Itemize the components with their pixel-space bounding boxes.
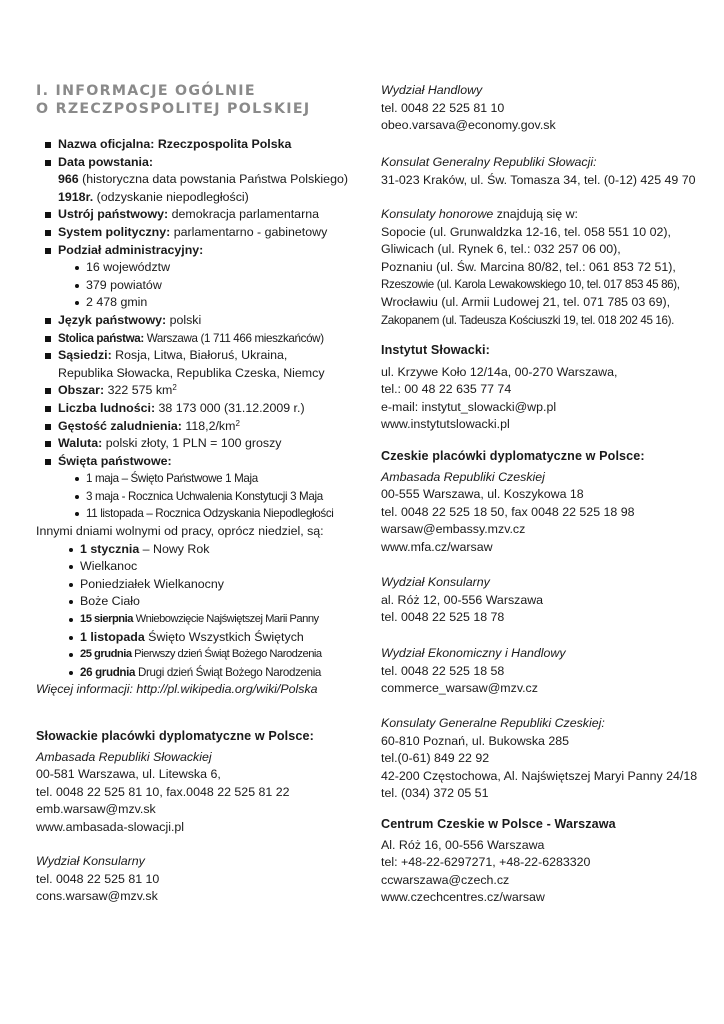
czech-centre-email[interactable]: ccwarszawa@czech.cz: [381, 872, 510, 887]
slovak-embassy-name: Ambasada Republiki Słowackiej: [36, 749, 212, 764]
czech-centre-title: Centrum Czeskie w Polsce - Warszawa: [381, 817, 616, 831]
slovak-consulate-general-name: Konsulat Generalny Republiki Słowacji:: [381, 155, 597, 169]
fact-founded: Data powstania:: [44, 154, 364, 172]
days-off-section: [36, 523, 376, 699]
czech-embassy-website[interactable]: www.mfa.cz/warsaw: [381, 539, 493, 554]
czech-economic-email[interactable]: commerce_warsaw@mzv.cz: [381, 681, 538, 696]
fact-neighbors: Sąsiedzi: Rosja, Litwa, Białoruś, Ukraina,: [44, 347, 364, 365]
czech-consulate-line: 60-810 Poznań, ul. Bukowska 285: [381, 733, 570, 748]
czech-consular-name: Wydział Konsularny: [381, 575, 490, 589]
honorary-line: Sopocie (ul. Grunwaldzka 12-16, tel. 058 551 10 02),: [381, 224, 671, 239]
heading-line-1: I. INFORMACJE OGÓLNIE: [36, 83, 256, 99]
fact-population: Liczba ludności: 38 173 000 (31.12.2009 r.): [44, 400, 364, 418]
division-item: 16 województw: [58, 259, 364, 277]
institute-title: Instytut Słowacki:: [381, 343, 490, 357]
honorary-line: Wrocławiu (ul. Armii Ludowej 21, tel. 071 785 03 69),: [381, 294, 671, 309]
fact-division: Podział administracyjny: 16 województw 379 powiatów 2 478 gmin: [44, 242, 364, 312]
division-list: [58, 259, 364, 312]
fact-neighbors-cont: Republika Słowacka, Republika Czeska, Niemcy: [58, 365, 325, 380]
more-info-text: Więcej informacji: http://pl.wikipedia.org/wiki/Polska: [36, 682, 318, 697]
slovak-trade-name: Wydział Handlowy: [381, 83, 483, 97]
slovak-consular-phone: tel. 0048 22 525 81 10: [36, 871, 160, 886]
fact-currency: Waluta: polski złoty, 1 PLN = 100 groszy: [44, 435, 364, 453]
honorary-line: Gliwicach (ul. Rynek 6, tel.: 032 257 06 00),: [381, 242, 621, 257]
slovak-trade-block: [381, 82, 721, 135]
institute-email[interactable]: e-mail: instytut_slowacki@wp.pl: [381, 399, 557, 414]
czech-consulate-line: tel. (034) 372 05 51: [381, 786, 489, 801]
slovak-embassy-email[interactable]: emb.warsaw@mzv.sk: [36, 802, 156, 817]
day-off-item: 1 stycznia – Nowy Rok: [36, 541, 376, 559]
section-heading: [36, 82, 366, 118]
slovak-section-title: Słowackie placówki dyplomatyczne w Polsce:: [36, 729, 314, 743]
czech-consulate-line: 42-200 Częstochowa, Al. Najświętszej Maryi Panny 24/18: [381, 768, 698, 783]
slovak-consulate-general-block: [381, 154, 721, 189]
honorary-line: Zakopanem (ul. Tadeusza Kościuszki 19, tel. 018 202 45 16).: [381, 313, 674, 327]
slovak-embassy-website[interactable]: www.ambasada-slowacji.pl: [36, 819, 185, 834]
holiday-item: 1 maja – Święto Państwowe 1 Maja: [58, 470, 364, 488]
czech-economic-phone: tel. 0048 22 525 18 58: [381, 663, 505, 678]
day-off-item: 15 sierpnia Wniebowzięcie Najświętszej Marii Panny: [36, 611, 376, 629]
slovak-institute-block: [381, 342, 721, 434]
slovak-honorary-block: [381, 206, 721, 329]
czech-embassy-name: Ambasada Republiki Czeskiej: [381, 469, 545, 484]
czech-section-title: Czeskie placówki dyplomatyczne w Polsce:: [381, 449, 645, 463]
slovak-consular-block: [36, 853, 376, 906]
czech-economic-block: [381, 645, 721, 698]
holidays-list: [58, 470, 364, 523]
czech-consular-block: [381, 574, 721, 627]
slovak-consular-name: Wydział Konsularny: [36, 854, 145, 868]
czech-embassy-address: 00-555 Warszawa, ul. Koszykowa 18: [381, 487, 584, 502]
czech-embassy-email[interactable]: warsaw@embassy.mzv.cz: [381, 522, 526, 537]
slovak-trade-phone: tel. 0048 22 525 81 10: [381, 100, 505, 115]
institute-address: ul. Krzywe Koło 12/14a, 00-270 Warszawa,: [381, 364, 618, 379]
day-off-item: Boże Ciało: [36, 593, 376, 611]
day-off-item: 26 grudnia Drugi dzień Świąt Bożego Narodzenia: [36, 664, 376, 682]
day-off-item: Wielkanoc: [36, 558, 376, 576]
slovak-embassy-block: [36, 728, 376, 837]
facts-list: [44, 136, 364, 523]
czech-consulates-general-block: [381, 715, 721, 803]
czech-embassy-phone: tel. 0048 22 525 18 50, fax 0048 22 525 18 98: [381, 504, 635, 519]
slovak-consular-email[interactable]: cons.warsaw@mzv.sk: [36, 889, 158, 904]
fact-area: Obszar: 322 575 $km^2$: [44, 382, 364, 400]
slovak-trade-email[interactable]: obeo.varsava@economy.gov.sk: [381, 118, 556, 133]
division-item: 379 powiatów: [58, 277, 364, 295]
czech-consular-phone: tel. 0048 22 525 18 78: [381, 610, 505, 625]
fact-official-name: Nazwa oficjalna: Rzeczpospolita Polska: [44, 136, 364, 154]
fact-language: Język państwowy: polski: [44, 312, 364, 330]
fact-founded-966: 966 (historyczna data powstania Państwa Polskiego): [58, 172, 348, 187]
slovak-embassy-address: 00-581 Warszawa, ul. Litewska 6,: [36, 767, 221, 782]
czech-economic-name: Wydział Ekonomiczny i Handlowy: [381, 646, 566, 660]
day-off-item: 1 listopada Święto Wszystkich Świętych: [36, 629, 376, 647]
czech-centre-block: [381, 816, 721, 907]
division-item: 2 478 gmin: [58, 294, 364, 312]
fact-system: Ustrój państwowy: demokracja parlamentarna: [44, 206, 364, 224]
heading-line-2: O RZECZPOSPOLITEJ POLSKIEJ: [36, 101, 311, 117]
institute-website[interactable]: www.instytutslowacki.pl: [381, 417, 510, 432]
fact-density: Gęstość zaludnienia: $118,2/km^2$: [44, 418, 364, 436]
honorary-line: Poznaniu (ul. Św. Marcina 80/82, tel.: 061 853 72 51),: [381, 259, 676, 274]
czech-consular-address: al. Róż 12, 00-556 Warszawa: [381, 592, 544, 607]
slovak-consulate-general-address: 31-023 Kraków, ul. Św. Tomasza 34, tel. (0-12) 425 49 70: [381, 172, 696, 187]
czech-embassy-block: [381, 448, 721, 557]
honorary-title: Konsulaty honorowe znajdują się w:: [381, 207, 578, 221]
holiday-item: 3 maja - Rocznica Uchwalenia Konstytucji 3 Maja: [58, 488, 364, 506]
slovak-embassy-phone: tel. 0048 22 525 81 10, fax.0048 22 525 81 22: [36, 784, 290, 799]
days-off-intro: Innymi dniami wolnymi od pracy, oprócz niedziel, są:: [36, 524, 324, 538]
czech-consulate-line: tel.(0-61) 849 22 92: [381, 751, 490, 766]
day-off-item: 25 grudnia Pierwszy dzień Świąt Bożego Narodzenia: [36, 646, 376, 664]
fact-holidays: Święta państwowe: 1 maja – Święto Państwowe 1 Maja 3 maja - Rocznica Uchwalenia Konstytucji 3 Maja 11 listopada – Rocznica Odzyskania Niepodległości: [44, 453, 364, 523]
czech-consulates-general-name: Konsulaty Generalne Republiki Czeskiej:: [381, 716, 605, 730]
czech-centre-address: Al. Róż 16, 00-556 Warszawa: [381, 837, 545, 852]
czech-centre-phone: tel: +48-22-6297271, +48-22-6283320: [381, 855, 591, 870]
holiday-item: 11 listopada – Rocznica Odzyskania Niepodległości: [58, 505, 364, 523]
czech-centre-website[interactable]: www.czechcentres.cz/warsaw: [381, 890, 545, 905]
days-off-list: [36, 541, 376, 682]
fact-founded-1918: 1918r. (odzyskanie niepodległości): [58, 189, 249, 204]
honorary-line: Rzeszowie (ul. Karola Lewakowskiego 10, tel. 017 853 45 86),: [381, 278, 680, 292]
fact-capital: Stolica państwa: Warszawa (1 711 466 mieszkańców): [44, 330, 364, 348]
fact-political: System polityczny: parlamentarno - gabinetowy: [44, 224, 364, 242]
institute-phone: tel.: 00 48 22 635 77 74: [381, 382, 512, 397]
day-off-item: Poniedziałek Wielkanocny: [36, 576, 376, 594]
